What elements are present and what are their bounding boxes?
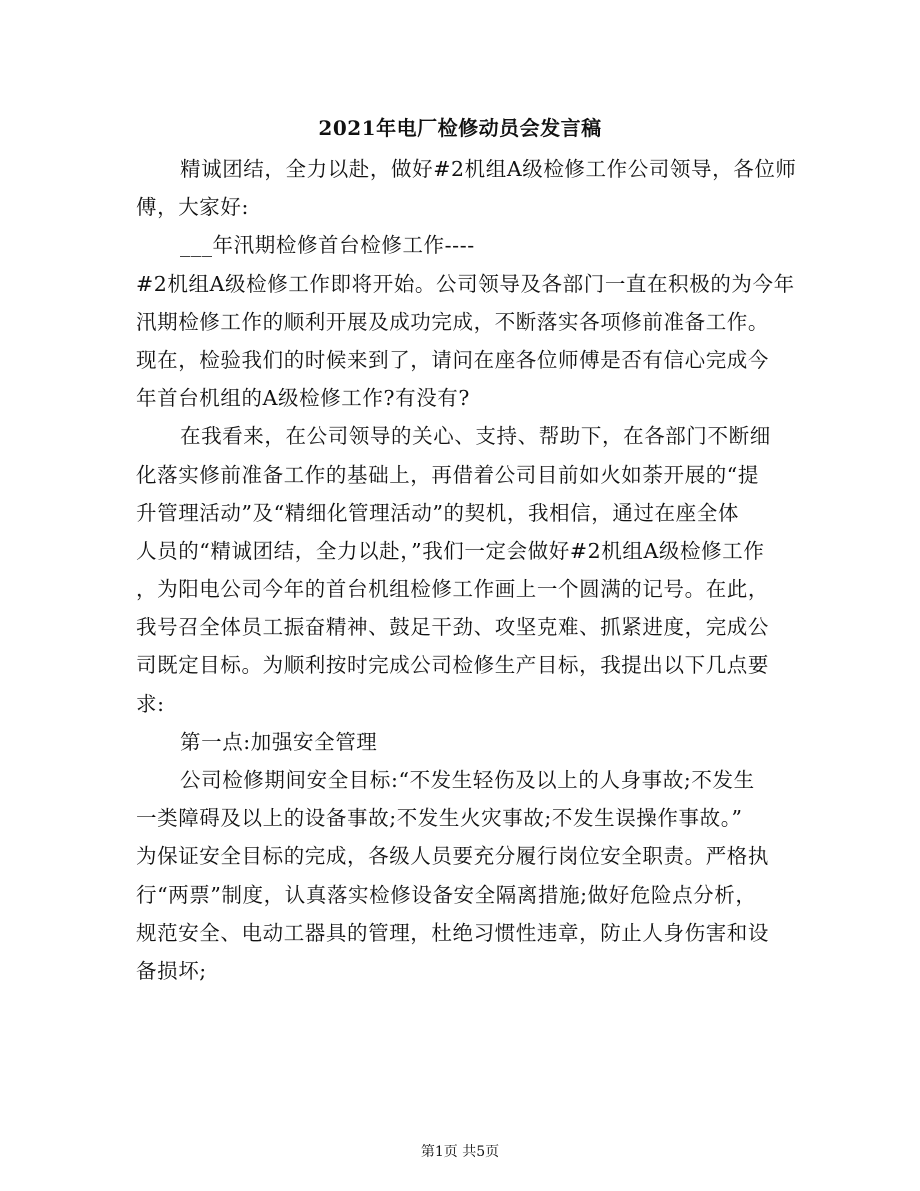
paragraph-line: 一类障碍及以上的设备事故;不发生火灾事故;不发生误操作事故。” (136, 806, 743, 831)
paragraph-line: 升管理活动”及“精细化管理活动”的契机，我相信，通过在座全体 (136, 500, 739, 525)
paragraph-line: 精诚团结，全力以赴，做好#2机组A级检修工作公司领导，各位师 (180, 157, 797, 181)
paragraph-line: 我号召全体员工振奋精神、鼓足干劲、攻坚克难、抓紧进度，完成公 (136, 615, 769, 640)
paragraph-line: 为保证安全目标的完成，各级人员要充分履行岗位安全职责。严格执 (136, 844, 769, 869)
document-body (136, 150, 806, 990)
paragraph-line: 备损坏; (136, 958, 207, 983)
paragraph-line: 在我看来，在公司领导的关心、支持、帮助下，在各部门不断细 (180, 424, 771, 449)
paragraph-line: 司既定目标。为顺利按时完成公司检修生产目标，我提出以下几点要 (136, 653, 769, 678)
page-indicator: 第1页 共5页 (420, 1144, 500, 1160)
document-title: 2021年电厂检修动员会发言稿 (318, 116, 602, 140)
paragraph-line: ___年汛期检修首台检修工作---- (180, 233, 475, 258)
paragraph-line: #2机组A级检修工作即将开始。公司领导及各部门一直在积极的为今年 (136, 271, 795, 296)
paragraph-line: 人员的“精诚团结，全力以赴，”我们一定会做好#2机组A级检修工作 (136, 538, 765, 563)
paragraph-line: ，为阳电公司今年的首台机组检修工作画上一个圆满的记号。在此， (136, 577, 769, 602)
paragraph-line: 汛期检修工作的顺利开展及成功完成，不断落实各项修前准备工作。 (136, 309, 769, 334)
paragraph-line: 公司检修期间安全目标:“不发生轻伤及以上的人身事故;不发生 (180, 768, 755, 792)
paragraph-line: 化落实修前准备工作的基础上，再借着公司目前如火如荼开展的“提 (136, 462, 759, 487)
paragraph-line: 年首台机组的A级检修工作?有没有? (136, 386, 470, 411)
paragraph-line: 傅，大家好: (136, 195, 250, 220)
paragraph-line: 现在，检验我们的时候来到了，请问在座各位师傅是否有信心完成今 (136, 347, 769, 372)
paragraph-line: 行“两票”制度，认真落实检修设备安全隔离措施;做好危险点分析， (136, 882, 757, 907)
paragraph-line: 求: (136, 691, 165, 716)
section-heading: 第一点:加强安全管理 (180, 729, 378, 754)
paragraph-line: 规范安全、电动工器具的管理，杜绝习惯性违章，防止人身伤害和设 (136, 920, 769, 945)
